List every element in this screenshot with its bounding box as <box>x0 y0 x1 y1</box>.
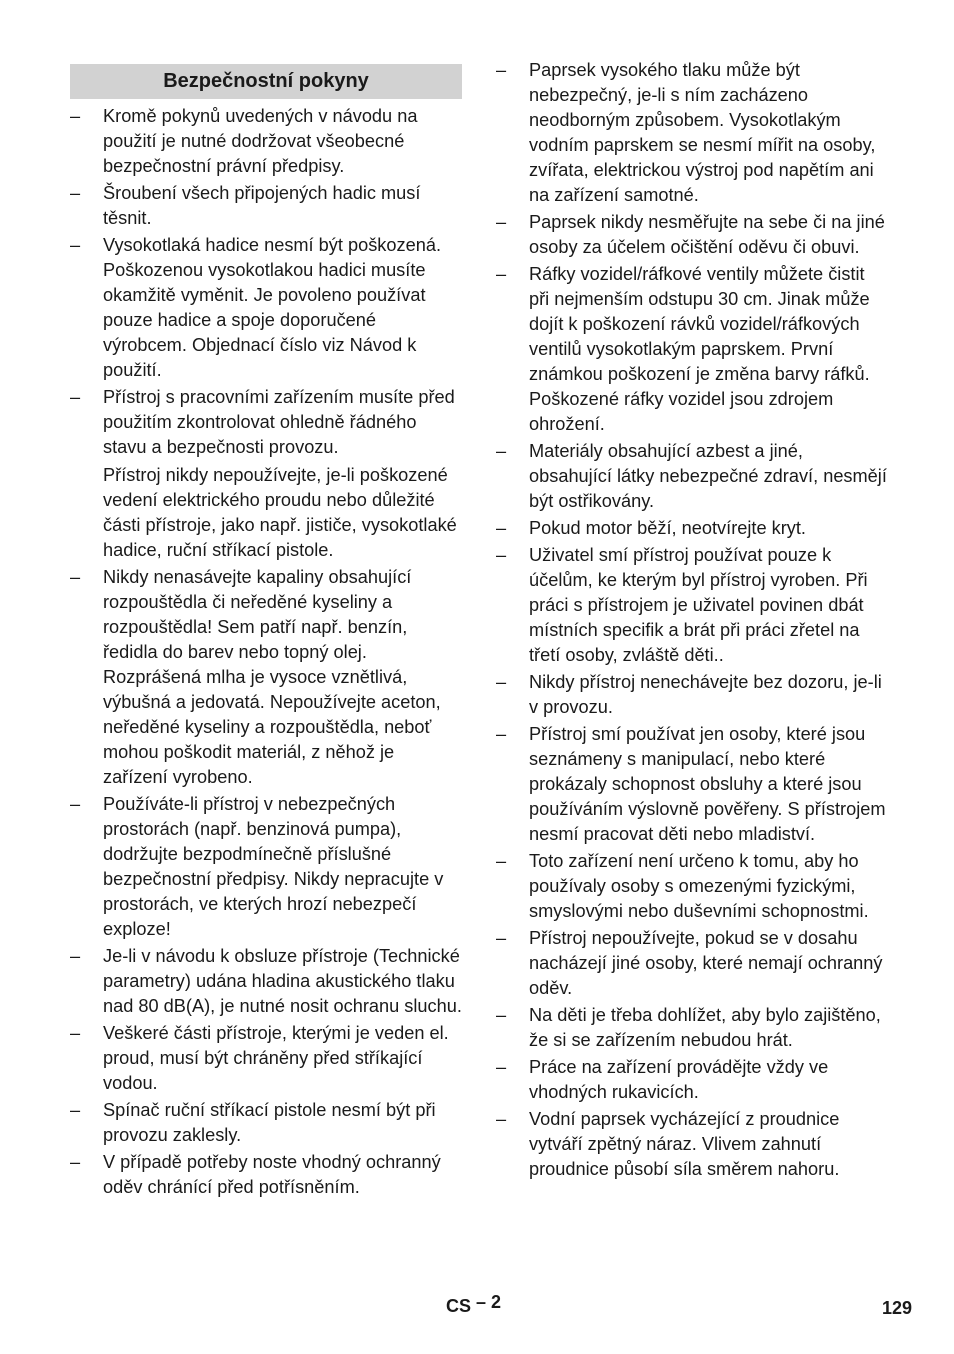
dash-marker: – <box>496 60 507 80</box>
list-item-text: Uživatel smí přístroj používat pouze k účelům, ke kterým byl přístroj vyroben. Při práci s přístrojem je uživatel povinen dbát místních specifik a brát při práci zřetel na třetí osoby, zvláště děti.. <box>529 545 868 665</box>
list-item <box>496 1003 888 1053</box>
dash-marker: – <box>70 387 81 407</box>
section-heading: Bezpečnostní pokyny <box>70 64 462 99</box>
list-item <box>70 385 462 460</box>
list-item-text: Vodní paprsek vycházející z proudnice vytváří zpětný náraz. Vlivem zahnutí proudnice působí síla směrem nahoru. <box>529 1109 840 1179</box>
list-item-text: Nikdy přístroj nenechávejte bez dozoru, je-li v provozu. <box>529 672 882 717</box>
list-item-text: Používáte-li přístroj v nebezpečných prostorách (např. benzinová pumpa), dodržujte bezpodmínečně příslušné bezpečnostní předpisy. Nikdy nepracujte v prostorách, ve kterých hrozí nebezpečí exploze! <box>103 794 444 939</box>
list-item <box>70 104 462 179</box>
dash-marker: – <box>496 1057 507 1077</box>
dash-marker: – <box>70 567 81 587</box>
list-item-text: Šroubení všech připojených hadic musí těsnit. <box>103 183 421 228</box>
bullet-list-2 <box>70 565 462 1200</box>
dash-marker: – <box>496 212 507 232</box>
dash-marker: – <box>496 672 507 692</box>
list-item-text: Přístroj smí používat jen osoby, které jsou seznámeny s manipulací, nebo které prokázaly schopnost obsluhy a které jsou používáním výslovně pověřeny. S přístrojem nesmí pracovat děti nebo mladiství. <box>529 724 886 844</box>
dash-marker: – <box>496 724 507 744</box>
list-item-text: Na děti je třeba dohlížet, aby bylo zajištěno, že si se zařízením nebudou hrát. <box>529 1005 881 1050</box>
list-item-text: Vysokotlaká hadice nesmí být poškozená. Poškozenou vysokotlakou hadici musíte okamžitě vyměnit. Je povoleno používat pouze hadice a spoje doporučené výrobcem. Objednací číslo viz Návod k použití. <box>103 235 442 380</box>
left-column <box>70 64 462 1202</box>
bullet-list-3 <box>496 58 888 1182</box>
dash-marker: – <box>496 264 507 284</box>
list-item <box>70 233 462 383</box>
list-item <box>496 516 888 541</box>
list-item <box>496 670 888 720</box>
dash-marker: – <box>70 1152 81 1172</box>
list-item-text: Paprsek vysokého tlaku může být nebezpečný, je-li s ním zacházeno neodborným způsobem. Vysokotlakým vodním paprskem se nesmí mířit na osoby, zvířata, elektrickou výstroj pod napětím ani na zařízení samotné. <box>529 60 876 205</box>
list-item-text: Toto zařízení není určeno k tomu, aby ho používaly osoby s omezenými fyzickými, smyslovými nebo duševními schopnostmi. <box>529 851 869 921</box>
dash-marker: – <box>496 518 507 538</box>
list-item <box>70 1150 462 1200</box>
footer-language <box>446 1292 502 1317</box>
list-item-text: Nikdy nenasávejte kapaliny obsahující rozpouštědla či neředěné kyseliny a rozpouštědla! Sem patří např. benzín, ředidla do barev nebo topný olej. Rozprášená mlha je vysoce vznětlivá, výbušná a jedovatá. Nepoužívejte aceton, neředěné kyseliny a rozpouštědla, neboť mohou poškodit materiál, z něhož je zařízení vyrobeno. <box>103 567 441 787</box>
list-item <box>496 210 888 260</box>
list-item-text: Je-li v návodu k obsluze přístroje (Technické parametry) udána hladina akustického tlaku nad 80 dB(A), je nutné nosit ochranu sluchu. <box>103 946 462 1016</box>
dash-marker: – <box>496 851 507 871</box>
list-item <box>70 792 462 942</box>
dash-marker: – <box>496 441 507 461</box>
list-item <box>496 1107 888 1182</box>
list-item-text: Materiály obsahující azbest a jiné, obsahující látky nebezpečné zdraví, nesmějí být ostřikovány. <box>529 441 887 511</box>
dash-marker: – <box>70 1023 81 1043</box>
dash-marker: – <box>70 946 81 966</box>
list-item <box>70 181 462 231</box>
dash-marker: – <box>70 235 81 255</box>
list-item-text: Práce na zařízení provádějte vždy ve vhodných rukavicích. <box>529 1057 829 1102</box>
list-item-text: Pokud motor běží, neotvírejte kryt. <box>529 518 806 538</box>
dash-marker: – <box>496 1109 507 1129</box>
list-item <box>70 1021 462 1096</box>
dash-marker: – <box>70 183 81 203</box>
list-item-text: Přístroj s pracovními zařízením musíte před použitím zkontrolovat ohledně řádného stavu a bezpečnosti provozu. <box>103 387 455 457</box>
list-item <box>70 1098 462 1148</box>
dash-marker: – <box>70 1100 81 1120</box>
dash-marker: – <box>496 1005 507 1025</box>
dash-marker: – <box>496 545 507 565</box>
list-item <box>496 722 888 847</box>
list-item <box>496 849 888 924</box>
bullet-list-1 <box>70 104 462 460</box>
language-code: CS <box>446 1296 472 1316</box>
indented-paragraph: Přístroj nikdy nepoužívejte, je-li poškozené vedení elektrického proudu nebo důležité části přístroje, jako např. jističe, vysokotlaké hadice, ruční stříkací pistole. <box>103 465 457 560</box>
right-column <box>496 58 888 1184</box>
dash-marker: – <box>496 928 507 948</box>
dash-marker: – <box>70 794 81 814</box>
list-item-text: Spínač ruční stříkací pistole nesmí být při provozu zaklesly. <box>103 1100 436 1145</box>
list-item-text: Veškeré části přístroje, kterými je veden el. proud, musí být chráněny před stříkající vodou. <box>103 1023 449 1093</box>
list-item <box>496 926 888 1001</box>
list-item <box>496 58 888 208</box>
list-item <box>70 944 462 1019</box>
list-item-text: Ráfky vozidel/ráfkové ventily můžete čistit při nejmenším odstupu 30 cm. Jinak může dojít k poškození rávků vozidel/ráfkových ventilů vysokotlakým paprskem. První známkou poškození je změna barvy ráfků. Poškozené ráfky vozidel jsou zdrojem ohrožení. <box>529 264 870 434</box>
list-item-text: V případě potřeby noste vhodný ochranný oděv chránící před potřísněním. <box>103 1152 441 1197</box>
list-item <box>496 262 888 437</box>
list-item <box>496 1055 888 1105</box>
list-item-text: Kromě pokynů uvedených v návodu na použití je nutné dodržovat všeobecné bezpečnostní právní předpisy. <box>103 106 418 176</box>
list-item <box>496 439 888 514</box>
list-item-text: Paprsek nikdy nesměřujte na sebe či na jiné osoby za účelem očištění oděvu či obuvi. <box>529 212 885 257</box>
list-item <box>496 543 888 668</box>
list-item-text: Přístroj nepoužívejte, pokud se v dosahu nacházejí jiné osoby, které nemají ochranný oděv. <box>529 928 883 998</box>
page-number: 129 <box>881 1298 912 1318</box>
list-item <box>70 565 462 790</box>
language-page: – 2 <box>476 1292 502 1312</box>
dash-marker: – <box>70 106 81 126</box>
